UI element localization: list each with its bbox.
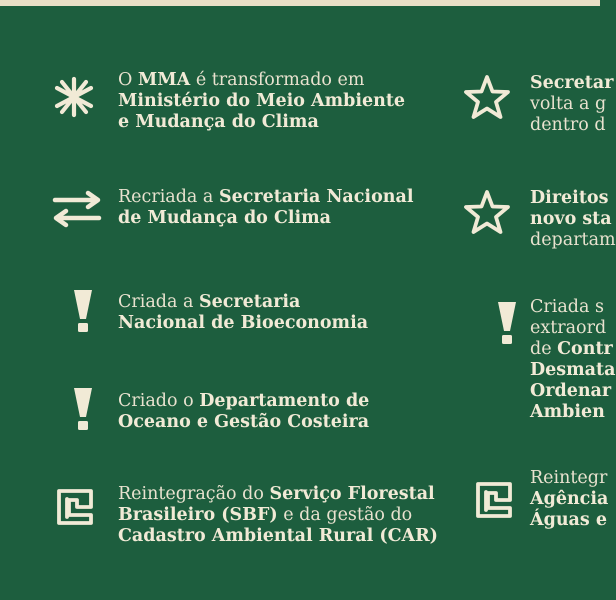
- exclamation-icon: [58, 286, 108, 336]
- item-text: [530, 73, 613, 136]
- regular-text: volta a g: [530, 94, 607, 114]
- text-line: [118, 70, 405, 91]
- text-line: [118, 313, 368, 334]
- regular-text: dentro d: [530, 115, 606, 135]
- text-line: [118, 526, 438, 547]
- text-line: [530, 297, 615, 318]
- bold-text: Oceano e Gestão Costeira: [118, 412, 370, 432]
- bold-text: Desmata: [530, 360, 616, 380]
- bold-text: Águas e: [530, 510, 607, 530]
- maze-icon: [50, 482, 100, 532]
- bold-text: Contr: [557, 339, 613, 359]
- regular-text: Criado o: [118, 391, 200, 411]
- bold-text: Brasileiro (SBF): [118, 505, 278, 525]
- bold-text: Departamento de: [199, 391, 370, 411]
- regular-text: Criada a: [118, 292, 199, 312]
- regular-text: e da gestão do: [277, 505, 413, 525]
- bold-text: Agência: [530, 489, 609, 509]
- regular-text: de: [530, 339, 558, 359]
- regular-text: departam: [530, 230, 616, 250]
- regular-text: Reintegr: [530, 468, 608, 488]
- text-line: [530, 318, 615, 339]
- regular-text: Recriada a: [118, 187, 219, 207]
- text-line: [118, 91, 405, 112]
- regular-text: O: [118, 70, 138, 90]
- text-line: [118, 484, 438, 505]
- item-text: [118, 292, 368, 334]
- swap-arrows-icon: [52, 184, 102, 234]
- regular-text: é transformado em: [190, 70, 365, 90]
- bold-text: Direitos: [530, 188, 609, 208]
- bold-text: Cadastro Ambiental Rural (CAR): [118, 526, 438, 546]
- text-line: [118, 208, 413, 229]
- star-icon: [462, 72, 512, 122]
- text-line: [118, 292, 368, 313]
- text-line: [530, 188, 616, 209]
- text-line: [118, 112, 405, 133]
- maze-icon: [469, 475, 519, 525]
- bold-text: Ministério do Meio Ambiente: [118, 91, 406, 111]
- text-line: [530, 115, 613, 136]
- bold-text: Secretar: [530, 73, 614, 93]
- text-line: [530, 73, 613, 94]
- bold-text: novo sta: [530, 209, 612, 229]
- item-text: [118, 484, 438, 547]
- text-line: [118, 391, 369, 412]
- text-line: [530, 339, 615, 360]
- item-text: [118, 187, 413, 229]
- star-icon: [462, 187, 512, 237]
- bold-text: Serviço Florestal: [269, 484, 435, 504]
- bold-text: e Mudança do Clima: [118, 112, 319, 132]
- text-line: [118, 412, 369, 433]
- top-strip: [0, 0, 600, 6]
- text-line: [530, 209, 616, 230]
- text-line: [530, 230, 616, 251]
- regular-text: Reintegração do: [118, 484, 270, 504]
- text-line: [530, 468, 608, 489]
- item-text: [118, 391, 369, 433]
- asterisk-icon: [49, 72, 99, 122]
- regular-text: Criada s: [530, 297, 604, 317]
- item-text: [530, 468, 608, 531]
- text-line: [530, 489, 608, 510]
- item-text: [530, 297, 615, 423]
- text-line: [118, 505, 438, 526]
- text-line: [530, 402, 615, 423]
- exclamation-icon: [58, 384, 108, 434]
- bold-text: Ordenar: [530, 381, 612, 401]
- text-line: [530, 360, 615, 381]
- bold-text: Secretaria Nacional: [218, 187, 414, 207]
- bold-text: de Mudança do Clima: [118, 208, 332, 228]
- text-line: [530, 510, 608, 531]
- exclamation-icon: [482, 298, 532, 348]
- item-text: [530, 188, 616, 251]
- bold-text: Secretaria: [198, 292, 301, 312]
- bold-text: Nacional de Bioeconomia: [118, 313, 369, 333]
- bold-text: Ambien: [530, 402, 605, 422]
- regular-text: extraord: [530, 318, 607, 338]
- item-text: [118, 70, 405, 133]
- text-line: [530, 94, 613, 115]
- text-line: [118, 187, 413, 208]
- bold-text: MMA: [137, 70, 191, 90]
- text-line: [530, 381, 615, 402]
